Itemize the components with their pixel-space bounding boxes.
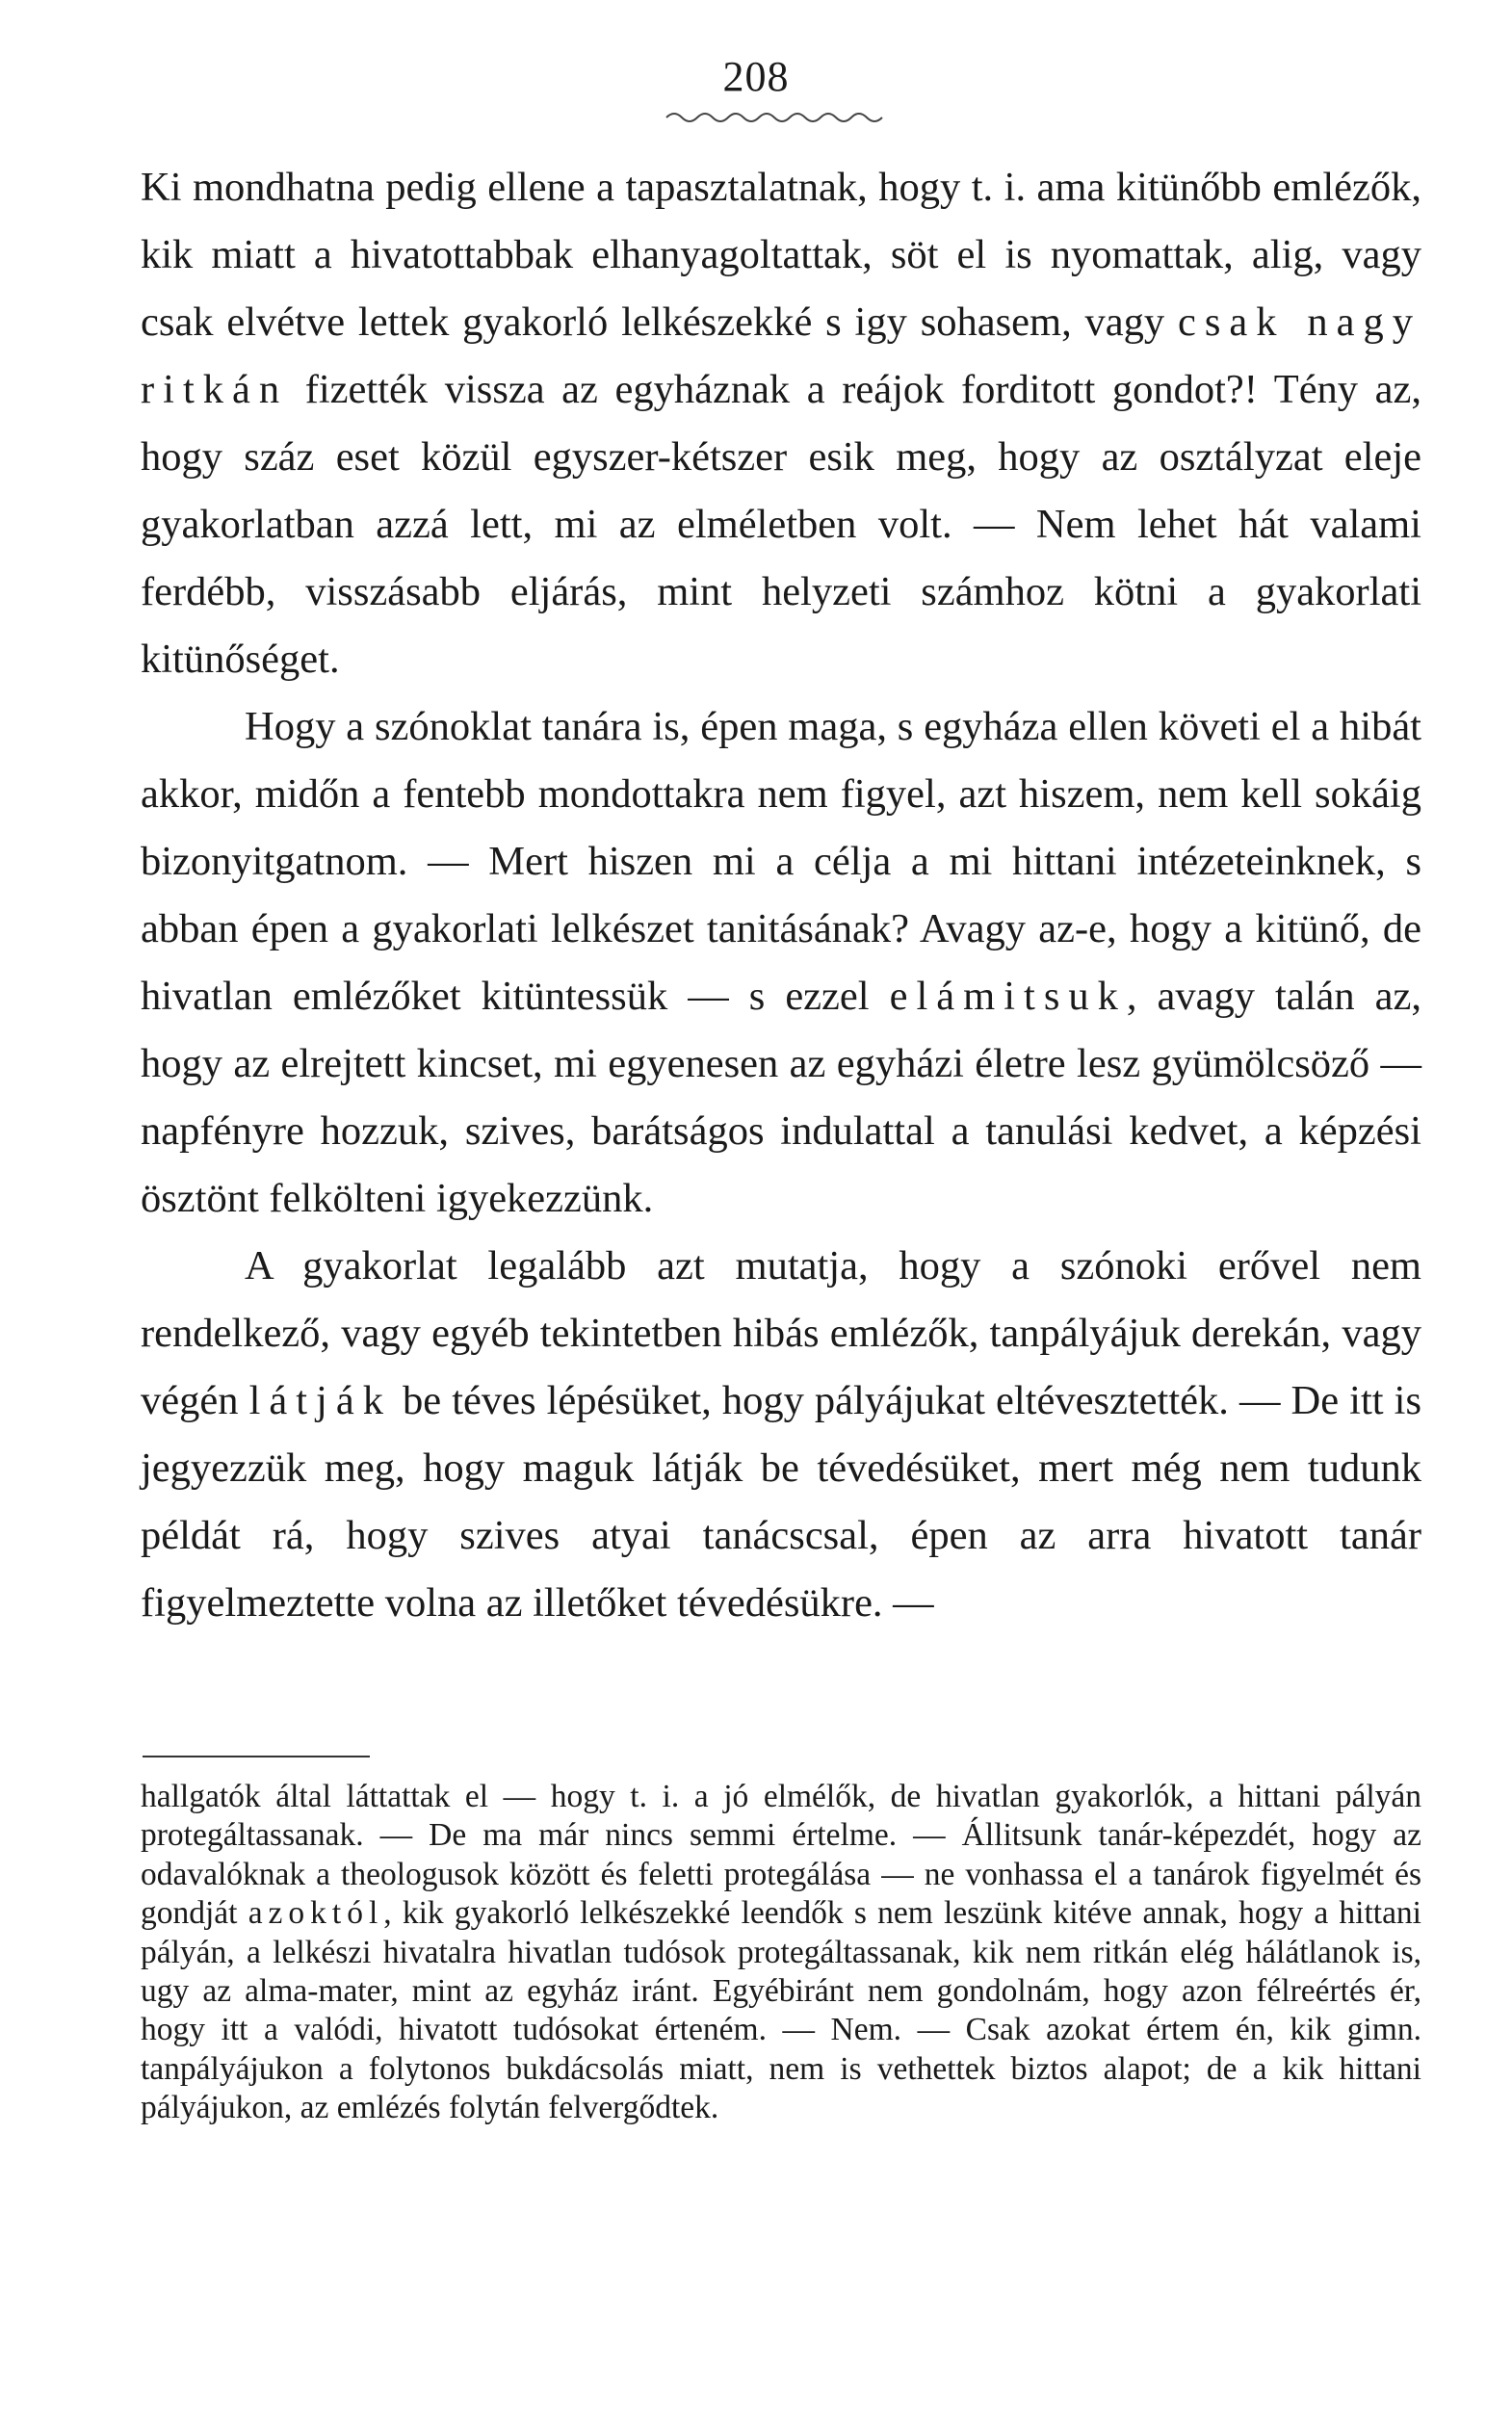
wavy-rule-ornament <box>665 108 886 123</box>
spaced-emphasis: látják <box>248 1378 392 1423</box>
spaced-emphasis: elámitsuk <box>889 974 1127 1019</box>
paragraph-2: Hogy a szónoklat tanára is, épen maga, s egyháza ellen követi el a hibát akkor, midőn a fentebb mondottakra nem figyel, azt hiszem, nem kell sokáig bizonyitgatnom. — Mert hiszen mi a célja a mi hittani intézeteinknek, s abban épen a gyakorlati lelkészet tanitásának? Avagy az-e, hogy a kitünő, de hivatlan emlézőket kitüntessük — s ezzel elámitsuk, avagy talán az, hogy az elrejtett kincset, mi egyenesen az egyházi életre lesz gyümölcsöző — napfényre hozzuk, szives, barátságos indulattal a tanulási kedvet, a képzési ösztönt felkölteni igyekezzünk. <box>141 704 1422 1221</box>
paragraph-3: A gyakorlat legalább azt mutatja, hogy a szónoki erővel nem rendelkező, vagy egyéb tekintetben hibás emlézők, tanpályájuk derekán, vagy végén látják be téves lépésüket, hogy pályájukat eltévesztették. — De itt is jegyezzük meg, hogy maguk látják be tévedésüket, mert még nem tudunk példát rá, hogy szives atyai tanácscsal, épen az arra hivatott tanár figyelmeztette volna az illetőket tévedésükre. — <box>141 1243 1421 1626</box>
spaced-emphasis: csak nagy ritkán <box>141 299 1421 412</box>
paragraph-1: Ki mondhatna pedig ellene a tapasztalatnak, hogy t. i. ama kitünőbb emlézők, kik miatt a hivatottabbak elhanyagoltattak, söt el is nyomattak, alig, vagy csak elvétve lettek gyakorló lelkészekké s igy sohasem, vagy csak nagy ritkán fizették vissza az egyháznak a reájok forditott gondot?! Tény az, hogy száz eset közül egyszer-kétszer esik meg, hogy az osztályzat eleje gyakorlatban azzá lett, mi az elméletben volt. — Nem lehet hát valami ferdébb, visszásabb eljárás, mint helyzeti számhoz kötni a gyakorlati kitünőséget. <box>141 165 1421 682</box>
page-number: 208 <box>722 53 790 100</box>
spaced-emphasis: azoktól <box>248 1895 384 1932</box>
main-text <box>141 154 1421 1637</box>
footnote-separator <box>143 1756 370 1757</box>
footnote: hallgatók által láttattak el — hogy t. i. a jó elmélők, de hivatlan gyakorlók, a hittani pályán protegáltassanak. — De ma már nincs semmi értelme. — Állitsunk tanár-képezdét, hogy az odavalóknak a theologusok között és feletti protegálása — ne vonhassa el a tanárok figyelmét és gondját azoktól, kik gyakorló lelkészekké leendők s nem leszünk kitéve annak, hogy a hittani pályán, a lelkészi hivatalra hivatlan tudósok protegáltassanak, kik nem ritkán elég hálátlanok is, ugy az alma-mater, mint az egyház iránt. Egyébiránt nem gondolnám, hogy azon félreértés ér, hogy itt a valódi, hivatott tudósokat érteném. — Nem. — Csak azokat értem én, kik gimn. tanpályájukon a folytonos bukdácsolás miatt, nem is vethettek biztos alapot; de a kik hittani pályájukon, az emlézés folytán felvergődtek. <box>141 1779 1421 2126</box>
